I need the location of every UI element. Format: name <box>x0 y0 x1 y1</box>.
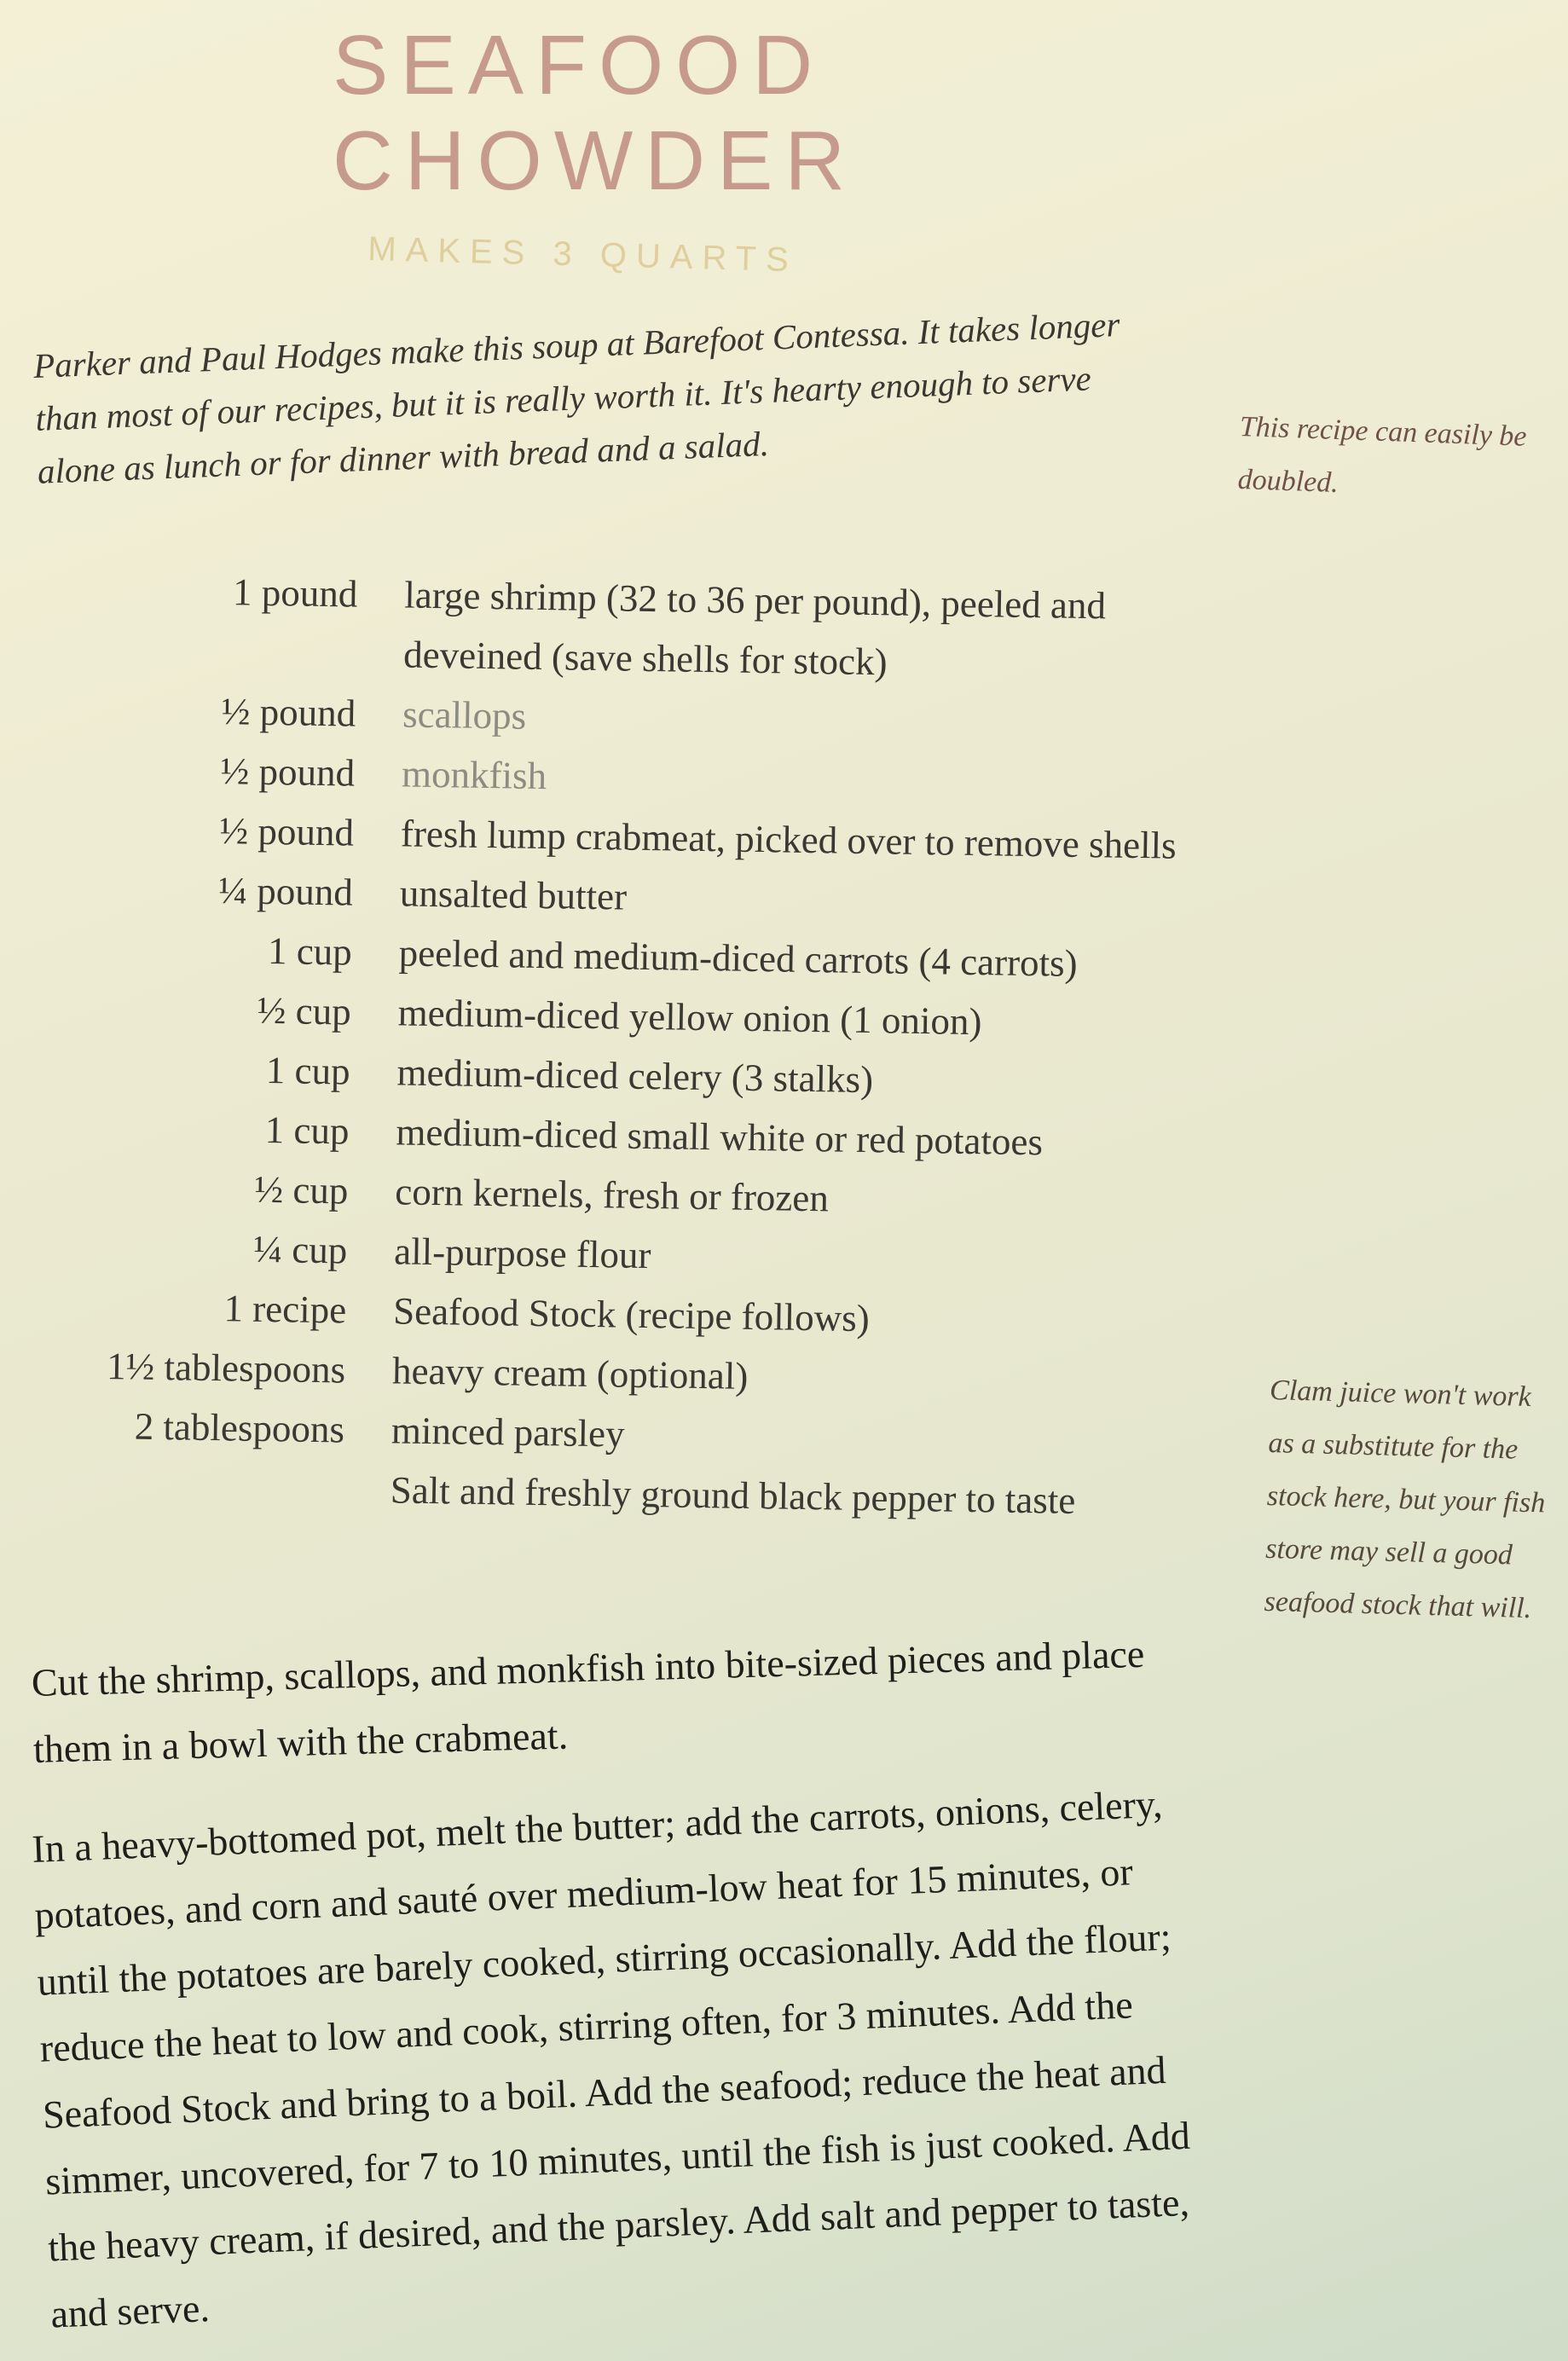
ingredient-qty: ½ pound <box>219 809 355 854</box>
ingredient-item: Seafood Stock (recipe follows) <box>392 1289 871 1340</box>
recipe-yield: MAKES 3 QUARTS <box>367 230 799 280</box>
ingredient-item: heavy cream (optional) <box>391 1349 749 1398</box>
side-note-clam-juice: Clam juice won't work as a substitute for the stock here, but your fish store may sell a good seafood stock that will. <box>1264 1374 1546 1625</box>
ingredient-qty: 1 pound <box>232 570 358 616</box>
ingredient-row <box>0 558 1228 697</box>
ingredient-item: large shrimp (32 to 36 per pound), peeled and deveined (save shells for stock) <box>402 573 1107 684</box>
side-note-doubling: This recipe can easily be doubled. <box>1237 410 1528 500</box>
ingredient-qty: ½ pound <box>221 690 356 735</box>
title-line-2: CHOWDER <box>333 113 858 207</box>
ingredient-item: Salt and freshly ground black pepper to taste <box>390 1468 1076 1522</box>
ingredient-item: fresh lump crabmeat, picked over to remove shells <box>400 812 1177 867</box>
ingredient-item: unsalted butter <box>399 871 628 918</box>
ingredient-qty: ½ pound <box>220 749 356 795</box>
ingredient-qty: 1 recipe <box>223 1287 347 1332</box>
ingredient-item: minced parsley <box>391 1409 626 1455</box>
ingredient-qty: ½ cup <box>254 1167 349 1212</box>
ingredient-item: all-purpose flour <box>393 1230 651 1277</box>
recipe-intro: Parker and Paul Hodges make this soup at Barefoot Contessa. It takes longer than most of our recipes, but it is really worth it. It's hearty enough to serve alone as lunch or for dinner with bread and a salad. <box>32 304 1121 491</box>
ingredient-item: corn kernels, fresh or frozen <box>395 1170 830 1220</box>
ingredient-list <box>0 558 1228 1532</box>
ingredient-qty: 2 tablespoons <box>134 1404 345 1451</box>
instruction-step-2: In a heavy-bottomed pot, melt the butter; add the carrots, onions, celery, potatoes, and corn and sauté over medium-low heat for 15 minutes, or until the potatoes are barely cooked, stirring occasionally. Add the flour; reduce the heat to low and cook, stirring often, for 3 minutes. Add the Seafood Stock and bring to a boil. Add the seafood; reduce the heat and simmer, uncovered, for 7 to 10 minutes, until the fish is just cooked. Add the heavy cream, if desired, and the parsley. Add salt and pepper to taste, and serve. <box>31 1781 1191 2336</box>
ingredient-item: scallops <box>402 692 527 738</box>
ingredient-item: monkfish <box>401 752 547 798</box>
instruction-step-1: Cut the shrimp, scallops, and monkfish into bite-sized pieces and place them in a bowl with the crabmeat. <box>31 1631 1145 1771</box>
ingredient-qty: 1 cup <box>267 929 353 974</box>
ingredient-qty: ¼ cup <box>252 1227 348 1272</box>
ingredient-qty: 1 cup <box>265 1048 350 1093</box>
ingredient-qty: 1½ tablespoons <box>106 1345 346 1392</box>
title-line-1: SEAFOOD <box>333 18 825 112</box>
ingredient-item: medium-diced small white or red potatoes <box>396 1110 1044 1164</box>
ingredient-item: medium-diced celery (3 stalks) <box>396 1050 874 1102</box>
ingredient-qty: ¼ pound <box>218 869 354 914</box>
ingredient-qty: ½ cup <box>257 988 352 1033</box>
recipe-title <box>333 17 857 208</box>
ingredient-qty: 1 cup <box>264 1108 350 1153</box>
ingredient-item: medium-diced yellow onion (1 onion) <box>397 991 982 1044</box>
ingredient-item: peeled and medium-diced carrots (4 carrots) <box>398 931 1078 985</box>
